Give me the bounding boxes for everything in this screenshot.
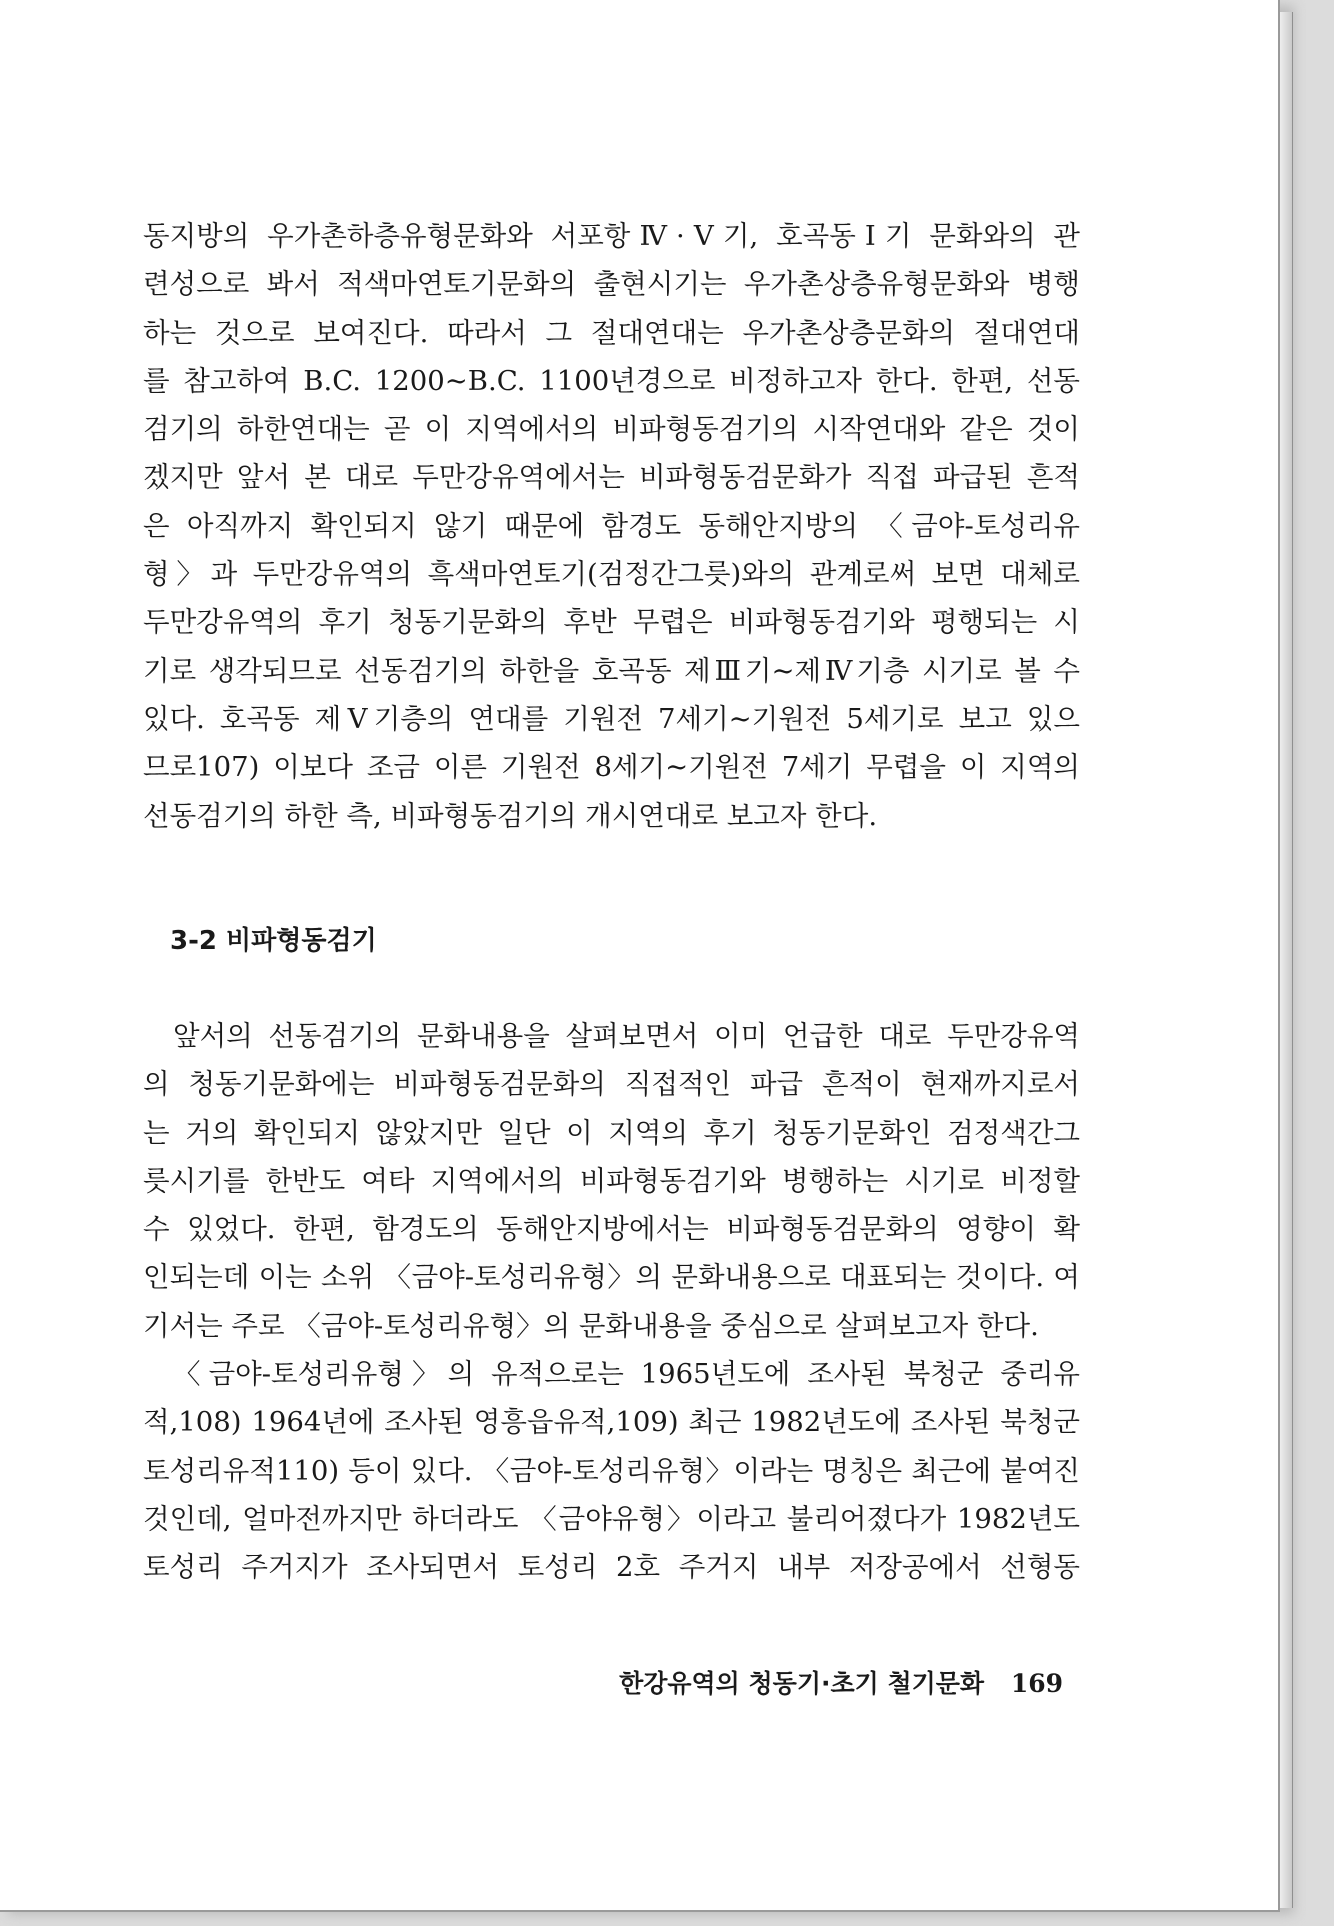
text-line: 앞서의 선동검기의 문화내용을 살펴보면서 이미 언급한 대로 두만강유역: [173, 1020, 1080, 1052]
text-line: 것인데, 얼마전까지만 하더라도 〈금야유형〉이라고 불리어졌다가 1982년도: [143, 1502, 1080, 1535]
text-line: 를 참고하여 B.C. 1200∼B.C. 1100년경으로 비정하고자 한다. 한편, 선동: [143, 364, 1080, 397]
paragraph-1: [143, 212, 1080, 840]
text-line: 선동검기의 하한 측, 비파형동검기의 개시연대로 보고자 한다.: [143, 799, 878, 832]
text-line: 겠지만 앞서 본 대로 두만강유역에서는 비파형동검문화가 직접 파급된 흔적: [143, 461, 1080, 494]
section-heading: 3-2 비파형동검기: [170, 926, 377, 956]
text-line: 수 있었다. 한편, 함경도의 동해안지방에서는 비파형동검문화의 영향이 확: [143, 1213, 1080, 1246]
text-line: 인되는데 이는 소위 〈금야-토성리유형〉의 문화내용으로 대표되는 것이다. 여: [143, 1261, 1080, 1294]
page-edge: [1278, 12, 1293, 1908]
text-line: 두만강유역의 후기 청동기문화의 후반 무렵은 비파형동검기와 평행되는 시: [143, 606, 1080, 639]
text-line: 므로107) 이보다 조금 이른 기원전 8세기∼기원전 7세기 무렵을 이 지역의: [143, 751, 1080, 784]
running-title: 한강유역의 청동기·초기 철기문화: [619, 1669, 985, 1698]
text-line: 릇시기를 한반도 여타 지역에서의 비파형동검기와 병행하는 시기로 비정할: [143, 1164, 1080, 1197]
text-line: 의 청동기문화에는 비파형동검문화의 직접적인 파급 흔적이 현재까지로서: [143, 1068, 1080, 1101]
text-line: 적,108) 1964년에 조사된 영흥읍유적,109) 최근 1982년도에 조사된 북청군: [143, 1406, 1080, 1439]
text-line: 동지방의 우가촌하층유형문화와 서포항Ⅳ·Ⅴ기, 호곡동Ⅰ기 문화와의 관: [143, 220, 1080, 252]
text-line: 기서는 주로 〈금야-토성리유형〉의 문화내용을 중심으로 살펴보고자 한다.: [143, 1309, 1039, 1342]
text-line: 은 아직까지 확인되지 않기 때문에 함경도 동해안지방의 〈금야-토성리유: [143, 509, 1080, 542]
page-footer: [619, 1664, 1063, 1700]
text-line: 토성리 주거지가 조사되면서 토성리 2호 주거지 내부 저장공에서 선형동: [143, 1551, 1080, 1584]
text-line: 형〉과 두만강유역의 흑색마연토기(검정간그릇)와의 관계로써 보면 대체로: [143, 558, 1080, 591]
text-line: 검기의 하한연대는 곧 이 지역에서의 비파형동검기의 시작연대와 같은 것이: [143, 413, 1080, 446]
text-line: 련성으로 봐서 적색마연토기문화의 출현시기는 우가촌상층유형문화와 병행: [143, 268, 1080, 301]
text-line: 토성리유적110) 등이 있다. 〈금야-토성리유형〉이라는 명칭은 최근에 붙여진: [143, 1454, 1080, 1487]
paragraph-2: [143, 1012, 1080, 1592]
text-line: 기로 생각되므로 선동검기의 하한을 호곡동 제Ⅲ기∼제Ⅳ기층 시기로 볼 수: [143, 654, 1080, 687]
text-line: 하는 것으로 보여진다. 따라서 그 절대연대는 우가촌상층문화의 절대연대: [143, 316, 1080, 349]
text-line: 는 거의 확인되지 않았지만 일단 이 지역의 후기 청동기문화인 검정색간그: [143, 1116, 1080, 1149]
text-line: 있다. 호곡동 제Ⅴ기층의 연대를 기원전 7세기∼기원전 5세기로 보고 있으: [143, 702, 1080, 735]
page-number: 169: [1010, 1669, 1063, 1698]
text-line: 〈금야-토성리유형〉의 유적으로는 1965년도에 조사된 북청군 중리유: [173, 1358, 1080, 1391]
